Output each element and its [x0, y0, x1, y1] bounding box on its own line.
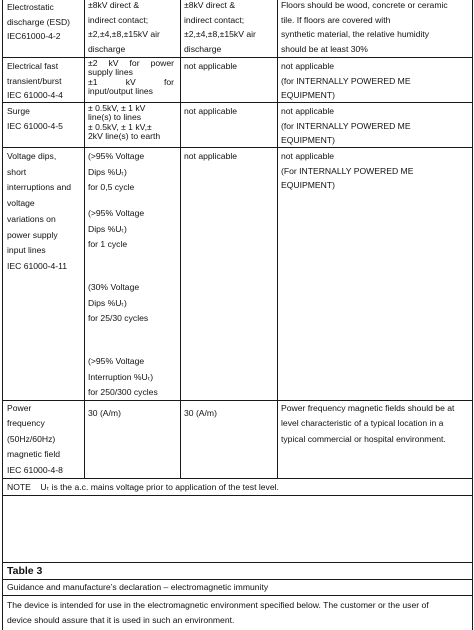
eft-compliance-cell — [184, 59, 237, 74]
dips-guidance-cell — [281, 149, 413, 193]
cell-line: ± 0.5kV, ± 1 kV,± — [88, 121, 152, 132]
cell-line: input lines — [7, 245, 46, 256]
eft-test-cell — [7, 59, 63, 103]
dips-test-level-cell — [88, 149, 144, 196]
cell-line: Electrical fast — [7, 61, 59, 71]
cell-line: interruptions and — [7, 182, 72, 193]
cell-line: Dips %Uₜ) — [88, 297, 127, 308]
cell-line: (>95% Voltage — [88, 356, 145, 366]
cell-line: variations on — [7, 213, 56, 224]
cell-line: IEC 61000-4-4 — [7, 90, 63, 100]
cell-line: transient/burst — [7, 75, 62, 86]
cell-line: Power frequency magnetic fields should be at — [281, 403, 455, 413]
cell-line: IEC 61000-4-11 — [7, 260, 68, 271]
cell-line: Interruption %Uₜ) — [88, 371, 154, 382]
cell-line: ±2,±4,±8,±15kV air — [88, 29, 160, 39]
cell-line: magnetic field — [7, 449, 61, 460]
cell-line: for 250/300 cycles — [88, 387, 158, 398]
cell-line: (50Hz/60Hz) — [7, 433, 56, 444]
row-divider — [2, 562, 473, 563]
intro-line: device should assure that it is used in such an environment. — [7, 614, 235, 625]
cell-line: supply lines — [88, 67, 133, 78]
row-divider — [2, 57, 473, 58]
cell-line: frequency — [7, 418, 45, 429]
cell-line: (>95% Voltage — [88, 208, 145, 218]
cell-line: IEC 61000-4-5 — [7, 120, 63, 131]
cell-line: ±2,±4,±8,±15kV air — [184, 29, 256, 39]
table-border-right — [472, 0, 473, 630]
cell-line: not applicable — [184, 61, 238, 71]
cell-line: Surge — [7, 106, 30, 116]
table-note: NOTE Uₜ is the a.c. mains voltage prior to application of the test level. — [7, 482, 279, 492]
surge-test-level-cell — [88, 104, 160, 142]
dips-test-level-cell — [88, 206, 144, 253]
word: kV — [108, 58, 119, 68]
cell-line: discharge (ESD) — [7, 16, 71, 27]
surge-test-cell — [7, 104, 63, 133]
table3-intro — [7, 598, 429, 627]
cell-line: (for INTERNALLY POWERED ME — [281, 75, 411, 86]
cell-line: for 0,5 cycle — [88, 182, 135, 193]
cell-line: IEC61000-4-2 — [7, 31, 61, 41]
cell-line: ±8kV direct & — [184, 0, 236, 10]
eft-guidance-cell — [281, 59, 411, 103]
column-divider — [84, 0, 85, 478]
cell-line: power supply — [7, 229, 58, 240]
cell-line: not applicable — [281, 106, 335, 116]
cell-line: (for INTERNALLY POWERED ME — [281, 120, 411, 131]
cell-line: Voltage dips, — [7, 151, 57, 161]
cell-line: not applicable — [184, 151, 238, 161]
magnetic-compliance-cell — [184, 406, 217, 421]
cell-line: IEC 61000-4-8 — [7, 464, 63, 475]
cell-line: Electrostatic — [7, 2, 54, 12]
cell-line: EQUIPMENT) — [281, 135, 335, 145]
table-border-left — [2, 0, 3, 630]
cell-line: EQUIPMENT) — [281, 180, 335, 190]
esd-compliance-cell — [184, 0, 256, 56]
word: ±2 — [88, 58, 98, 68]
esd-guidance-cell — [281, 0, 448, 56]
cell-line: Power — [7, 403, 32, 413]
dips-test-level-cell — [88, 354, 158, 401]
cell-line: for 1 cycle — [88, 239, 128, 250]
row-divider — [2, 495, 473, 496]
cell-line: Dips %Uₜ) — [88, 166, 127, 177]
cell-line: EQUIPMENT) — [281, 90, 335, 100]
dips-test-level-cell — [88, 280, 148, 327]
cell-line: for 25/30 cycles — [88, 313, 149, 324]
cell-line: (>95% Voltage — [88, 151, 145, 161]
cell-line: typical commercial or hospital environment. — [281, 433, 446, 444]
cell-line: input/output lines — [88, 86, 153, 97]
cell-line: ± 0.5kV, ± 1 kV — [88, 103, 146, 113]
cell-line: tile. If floors are covered with — [281, 14, 391, 25]
cell-line: discharge — [88, 43, 126, 54]
cell-line: line(s) to lines — [88, 112, 142, 123]
cell-line: 2kV line(s) to earth — [88, 131, 161, 142]
table3-title: Table 3 — [7, 565, 43, 577]
intro-line: The device is intended for use in the electromagnetic environment specified below. The customer or the user of — [7, 600, 429, 610]
esd-test-level-cell — [88, 0, 160, 56]
cell-line: discharge — [184, 43, 222, 54]
dips-compliance-cell — [184, 149, 237, 164]
cell-line: 30 (A/m) — [88, 408, 121, 418]
word: for — [129, 58, 140, 68]
magnetic-test-cell — [7, 401, 63, 478]
surge-guidance-cell — [281, 104, 411, 148]
word: power — [150, 58, 174, 68]
word: kV — [125, 76, 136, 87]
surge-compliance-cell — [184, 104, 237, 119]
column-divider — [277, 0, 278, 478]
magnetic-test-level-cell — [88, 406, 121, 421]
cell-line: indirect contact; — [88, 14, 149, 25]
esd-test-cell — [7, 0, 70, 44]
dips-test-cell — [7, 149, 71, 275]
eft-test-level-cell — [88, 59, 174, 97]
cell-line: Floors should be wood, concrete or ceramic — [281, 0, 448, 10]
table3-subtitle: Guidance and manufacture’s declaration – electromagnetic immunity — [7, 582, 269, 592]
cell-line: indirect contact; — [184, 14, 245, 25]
cell-line: short — [7, 166, 27, 177]
cell-line: should be at least 30% — [281, 43, 368, 54]
cell-line: voltage — [7, 198, 35, 209]
cell-line: synthetic material, the relative humidity — [281, 29, 430, 39]
cell-line: not applicable — [281, 61, 335, 71]
row-divider — [2, 595, 473, 596]
cell-line: (30% Voltage — [88, 282, 140, 292]
cell-line: level characteristic of a typical location in a — [281, 418, 444, 429]
magnetic-guidance-cell — [281, 401, 454, 447]
row-divider — [2, 478, 473, 479]
cell-line: ±8kV direct & — [88, 0, 140, 10]
word: ±1 — [88, 76, 98, 87]
cell-line: 30 (A/m) — [184, 408, 217, 418]
cell-line: not applicable — [281, 151, 335, 161]
cell-line: Dips %Uₜ) — [88, 223, 127, 234]
cell-line: not applicable — [184, 106, 238, 116]
cell-line: (For INTERNALLY POWERED ME — [281, 165, 414, 176]
column-divider — [180, 0, 181, 478]
word: for — [163, 76, 174, 87]
